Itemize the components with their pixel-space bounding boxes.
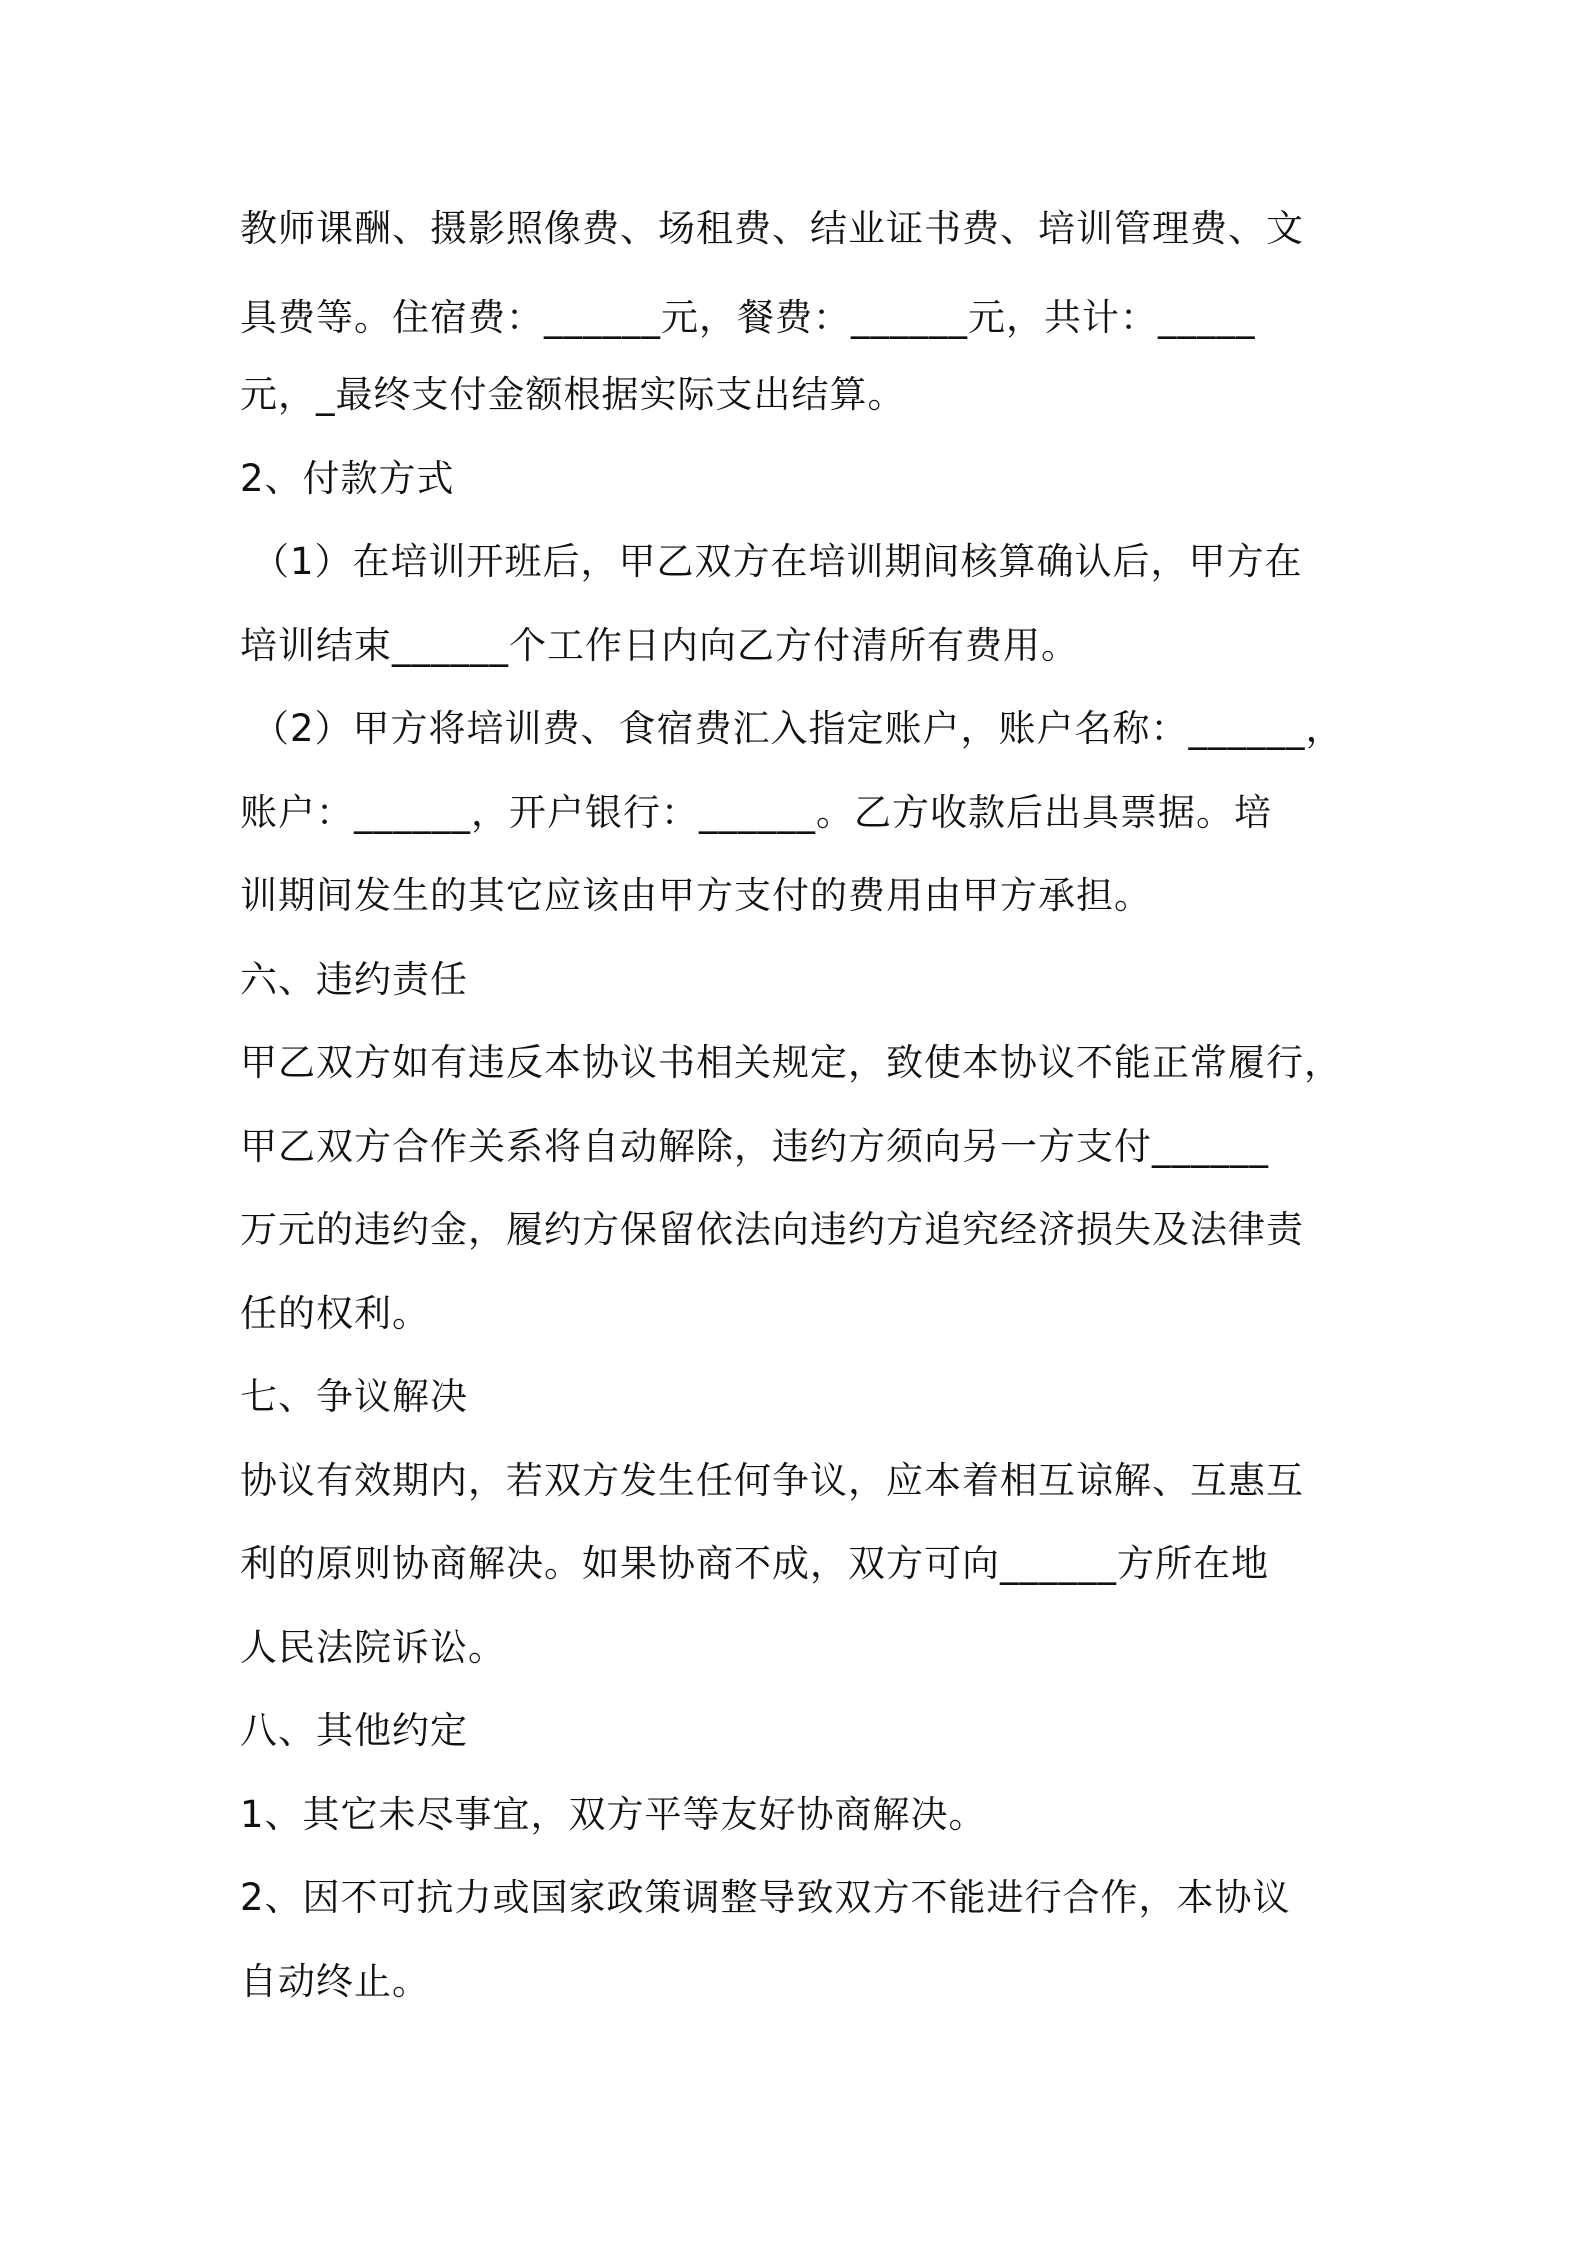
text-line: 训期间发生的其它应该由甲方支付的费用由甲方承担。 bbox=[240, 874, 1152, 917]
text-line: 2、因不可抗力或国家政策调整导致双方不能进行合作，本协议 bbox=[240, 1876, 1291, 1919]
text-line: 具费等。住宿费：______元，餐费：______元，共计：_____ bbox=[240, 296, 1256, 339]
text-line: 万元的违约金，履约方保留依法向违约方追究经济损失及法律责 bbox=[240, 1208, 1304, 1251]
text-line: 人民法院诉讼。 bbox=[240, 1626, 506, 1669]
section-heading: 六、违约责任 bbox=[240, 958, 468, 1001]
text-line: （2）甲方将培训费、食宿费汇入指定账户，账户名称：______， bbox=[252, 707, 1344, 750]
text-line: 培训结束______个工作日内向乙方付清所有费用。 bbox=[240, 624, 1079, 667]
section-heading: 八、其他约定 bbox=[240, 1709, 468, 1752]
text-line: 元，_最终支付金额根据实际支出结算。 bbox=[240, 373, 906, 416]
text-line: 1、其它未尽事宜，双方平等友好协商解决。 bbox=[240, 1793, 987, 1836]
text-line: 账户：______，开户银行：______。乙方收款后出具票据。培 bbox=[240, 791, 1272, 834]
text-line: 甲乙双方合作关系将自动解除，违约方须向另一方支付______ bbox=[240, 1125, 1269, 1168]
text-line: 利的原则协商解决。如果协商不成，双方可向______方所在地 bbox=[240, 1542, 1269, 1585]
text-line: （1）在培训开班后，甲乙双方在培训期间核算确认后，甲方在 bbox=[252, 540, 1303, 583]
text-line: 自动终止。 bbox=[240, 1960, 430, 2003]
section-heading: 2、付款方式 bbox=[240, 457, 455, 500]
text-line: 任的权利。 bbox=[240, 1292, 430, 1335]
text-line: 协议有效期内，若双方发生任何争议，应本着相互谅解、互惠互 bbox=[240, 1459, 1304, 1502]
text-line: 甲乙双方如有违反本协议书相关规定，致使本协议不能正常履行， bbox=[240, 1041, 1342, 1084]
text-line: 教师课酬、摄影照像费、场租费、结业证书费、培训管理费、文 bbox=[240, 207, 1304, 250]
section-heading: 七、争议解决 bbox=[240, 1375, 468, 1418]
